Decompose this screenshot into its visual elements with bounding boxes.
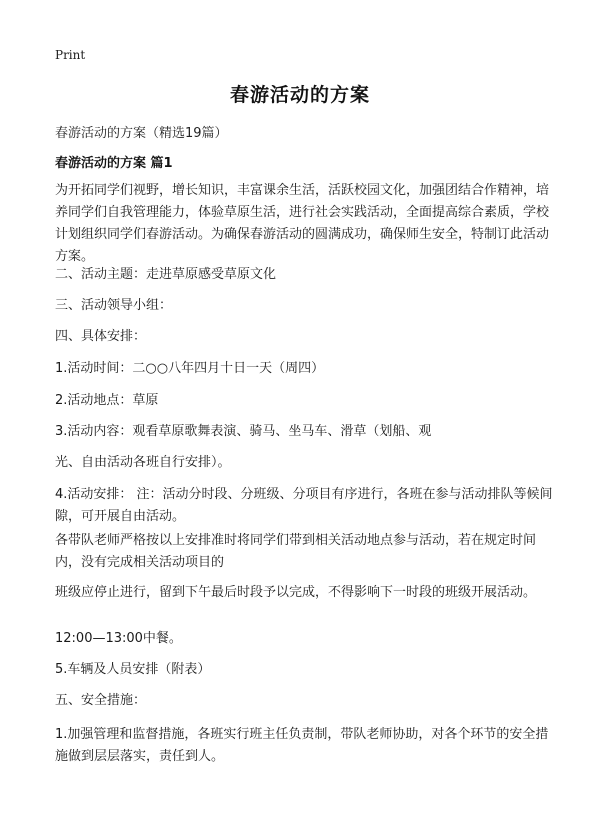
specific-arrangements: 四、具体安排： bbox=[55, 329, 147, 344]
activity-location: 2.活动地点：草原 bbox=[55, 393, 159, 408]
page-title: 春游活动的方案 bbox=[229, 84, 370, 106]
activity-theme: 二、活动主题：走进草原感受草原文化 bbox=[55, 267, 277, 282]
print-label: Print bbox=[55, 48, 86, 62]
activity-content: 3.活动内容：观看草原歌舞表演、骑马、坐马车、滑草（划船、观 bbox=[55, 424, 432, 439]
document-subtitle: 春游活动的方案（精选19篇） bbox=[55, 126, 228, 141]
leadership-group: 三、活动领导小组： bbox=[55, 298, 173, 313]
activity-time: 1.活动时间：二○○八年四月十日一天（周四） bbox=[55, 361, 325, 376]
activity-content-continued: 光、自由活动各班自行安排）。 bbox=[55, 455, 231, 470]
safety-measure-1: 1.加强管理和监督措施，各班实行班主任负责制，带队老师协助，对各个环节的安全措施做到层层落实，责任到人。 bbox=[55, 727, 549, 764]
section-heading: 春游活动的方案 篇1 bbox=[55, 156, 173, 171]
vehicle-arrangements: 5.车辆及人员安排（附表） bbox=[55, 662, 211, 677]
activity-schedule: 4.活动安排： 注：活动分时段、分班级、分项目有序进行，各班在参与活动排队等候间隙，可开展自由活动。 bbox=[55, 487, 553, 524]
lunch-time: 12:00—13:00中餐。 bbox=[55, 631, 182, 646]
teacher-instructions: 各带队老师严格按以上安排准时将同学们带到相关活动地点参与活动，若在规定时间内，没有完成相关活动项目的 bbox=[55, 533, 537, 570]
safety-measures-heading: 五、安全措施： bbox=[55, 693, 147, 708]
class-stop-instructions: 班级应停止进行，留到下午最后时段予以完成，不得影响下一时段的班级开展活动。 bbox=[55, 585, 537, 600]
intro-paragraph: 为开拓同学们视野，增长知识，丰富课余生活，活跃校园文化，加强团结合作精神，培养同学们自我管理能力，体验草原生活，进行社会实践活动，全面提高综合素质，学校计划组织同学们春游活动。为确保春游活动的圆满成功，确保师生安全，特制订此活动方案。 bbox=[55, 183, 550, 264]
